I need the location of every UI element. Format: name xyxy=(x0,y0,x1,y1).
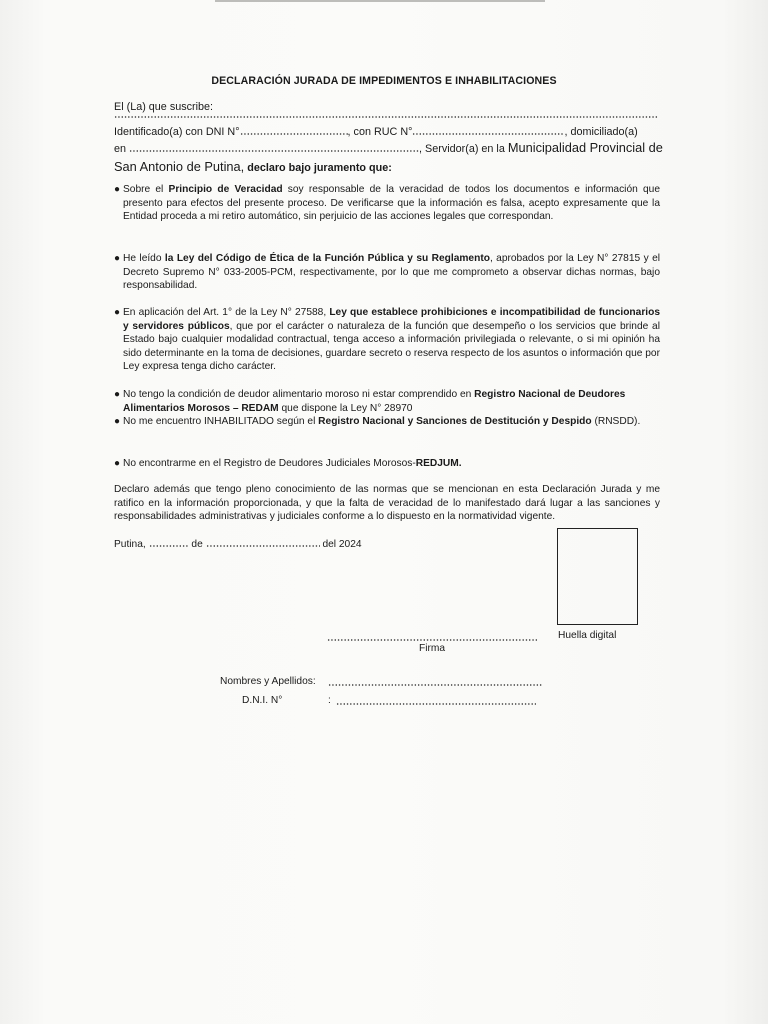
bullet-text: En aplicación del Art. 1° de la Ley N° 27588, xyxy=(123,307,330,318)
bullet-text: que dispone la Ley N° 28970 xyxy=(278,402,413,414)
bullet-item-codigo-etica xyxy=(114,252,660,293)
firma-label: Firma xyxy=(419,643,446,654)
bullet-text: , aprobados por la Ley N° 27815 y el Decreto Supremo N° 033-2005-PCM, respectivamente, por lo que me comprometo a observar dichas normas, bajo responsabilidad. xyxy=(123,253,660,292)
bullet-text: No me encuentro INHABILITADO según el xyxy=(123,416,319,427)
servidor-label: , Servidor(a) en la xyxy=(419,143,505,155)
bullet-text: , que por el carácter o naturaleza de la función que desempeño o los servicios que brinde al Estado bajo cualquier modalidad contractual, tenga acceso a información privilegiada o relevante, o si mi opinión ha sido determinante en la toma de decisiones, guardare secreto o reserva respecto de los asuntos o información que por Ley expresa tenga dicho carácter. xyxy=(123,320,660,373)
dni-dotted-field[interactable] xyxy=(240,133,348,135)
month-dotted-field[interactable] xyxy=(206,545,320,547)
address-dotted-field[interactable] xyxy=(129,150,419,152)
municipalidad-text: Municipalidad Provincial de xyxy=(507,140,663,155)
date-de: de xyxy=(191,539,203,550)
bullet-dot-icon: ● xyxy=(114,416,121,427)
closing-paragraph: Declaro además que tengo pleno conocimiento de las normas que se mencionan en esta Declaración Jurada y me ratifico en la información proporcionada, y que la falta de veracidad de lo manifestado dará lugar a las sanciones y responsabilidades administrativas y judiciales conforme a lo dispuesto en la normatividad vigente. xyxy=(114,484,660,523)
bullet-item-veracidad xyxy=(114,183,660,224)
bullet-dot-icon: ● xyxy=(114,253,121,264)
bullet-text: He leído xyxy=(123,253,165,264)
dni-ruc-line xyxy=(114,125,660,139)
bullet-text: Sobre el xyxy=(123,184,169,195)
name-dotted-field[interactable] xyxy=(114,116,658,118)
fingerprint-box[interactable] xyxy=(557,528,638,625)
domicilio-line xyxy=(114,141,674,156)
huella-label: Huella digital xyxy=(558,630,617,641)
bullet-item-redam xyxy=(114,388,660,415)
bullet-bold-text: Registro Nacional de Deudores Alimentarios Morosos – REDAM xyxy=(123,389,626,414)
bullet-item-redjum xyxy=(114,457,660,471)
date-year: del 2024 xyxy=(322,539,362,550)
nombres-dotted-field[interactable] xyxy=(328,684,542,686)
ruc-dotted-field[interactable] xyxy=(412,133,564,135)
suscribe-line xyxy=(114,100,660,114)
bullet-bold-text: la Ley del Código de Ética de la Función Pública y su Reglamento xyxy=(164,253,490,264)
bullet-bold-text: Ley que establece prohibiciones e incompatibilidad de funcionarios y servidores públicos xyxy=(123,307,661,332)
bullet-bold-text: REDJUM. xyxy=(415,458,462,469)
bullet-dot-icon: ● xyxy=(114,307,121,318)
bullet-bold-text: Registro Nacional y Sanciones de Destitución y Despido xyxy=(318,416,592,427)
bullet-item-rnsdd xyxy=(114,415,660,429)
ruc-label: , con RUC N° xyxy=(347,126,413,138)
bullet-item-ley-27588 xyxy=(114,306,660,374)
putina-line xyxy=(114,160,660,175)
dni-label: Identificado(a) con DNI N° xyxy=(114,126,240,138)
bullet-dot-icon: ● xyxy=(114,184,121,195)
date-place: Putina, xyxy=(114,539,146,550)
bullet-text: No tengo la condición de deudor alimentario moroso ni estar comprendido en xyxy=(123,389,475,400)
signature-dotted-field[interactable] xyxy=(327,639,537,641)
bullet-bold-text: Principio de Veracidad xyxy=(168,184,283,195)
domicilio-label: , domiciliado(a) xyxy=(564,126,638,138)
declaro-text: declaro bajo juramento que: xyxy=(247,162,392,174)
bullet-text: (RNSDD). xyxy=(591,416,641,427)
dni-bottom-label: D.N.I. N° xyxy=(242,695,283,706)
suscribe-label: El (La) que suscribe: xyxy=(114,101,214,113)
bullet-text: soy responsable de la veracidad de todos los documentos e información que presento para efectos del presente proceso. De verificarse que la información es falsa, acepto expresamente que la Entidad proceda a mi retiro automático, sin perjuicio de las acciones legales que correspondan. xyxy=(123,184,660,223)
bullet-dot-icon: ● xyxy=(114,389,121,400)
bullet-text: No encontrarme en el Registro de Deudores Judiciales Morosos- xyxy=(123,458,416,469)
document-title: DECLARACIÓN JURADA DE IMPEDIMENTOS E INHABILITACIONES xyxy=(211,75,557,87)
dni-bottom-dotted-field[interactable] xyxy=(336,703,536,705)
scan-edge-mark xyxy=(215,0,545,2)
en-label: en xyxy=(114,143,127,155)
municipalidad-line2: San Antonio de Putina, xyxy=(114,159,245,174)
nombres-label: Nombres y Apellidos: xyxy=(220,676,316,687)
date-line xyxy=(114,539,362,550)
bullet-dot-icon: ● xyxy=(114,458,121,469)
day-dotted-field[interactable] xyxy=(149,545,189,547)
dni-colon: : xyxy=(328,695,331,706)
